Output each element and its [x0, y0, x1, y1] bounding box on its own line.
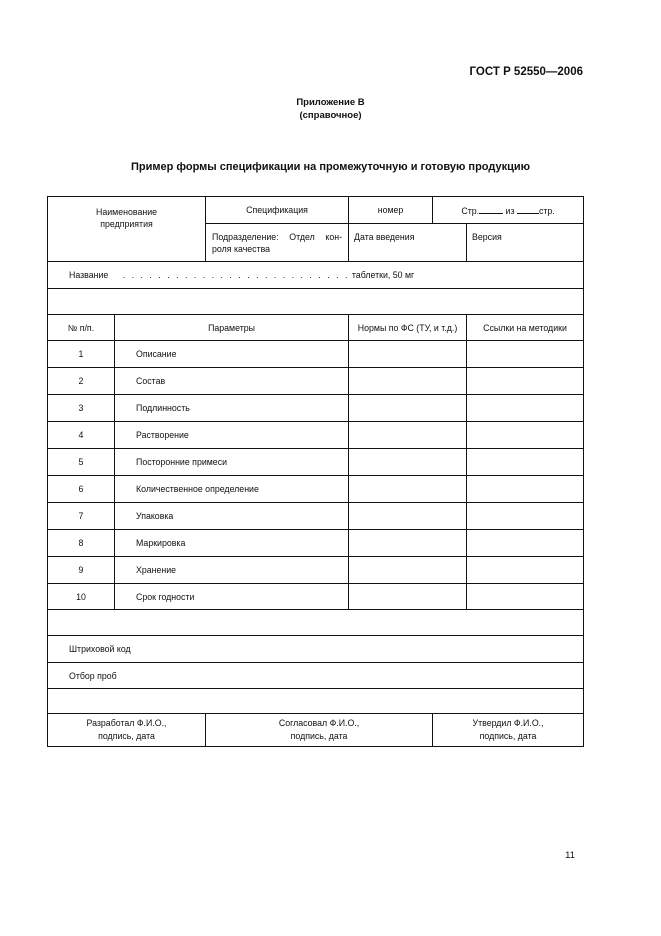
agreed-line2: подпись, дата	[290, 731, 348, 741]
page-prefix: Стр.	[461, 206, 480, 216]
product-name-row	[48, 262, 584, 289]
param-method-cell[interactable]	[467, 395, 584, 422]
col-params-header: Параметры	[115, 315, 349, 341]
table-row	[48, 557, 584, 584]
empty-row	[48, 289, 584, 315]
table-row	[48, 476, 584, 503]
param-num: 6	[48, 476, 115, 503]
total-pages-blank[interactable]	[517, 204, 539, 214]
param-method-cell[interactable]	[467, 530, 584, 557]
param-name: Состав	[115, 368, 349, 395]
document-title: Пример формы спецификации на промежуточную и готовую продукцию	[130, 161, 531, 173]
param-norm-cell[interactable]	[349, 557, 467, 584]
table-row	[48, 584, 584, 610]
param-name: Описание	[115, 341, 349, 368]
page-count-cell	[433, 197, 584, 224]
param-method-cell[interactable]	[467, 476, 584, 503]
param-num: 4	[48, 422, 115, 449]
param-norm-cell[interactable]	[349, 476, 467, 503]
param-norm-cell[interactable]	[349, 503, 467, 530]
developed-line1: Разработал Ф.И.О.,	[86, 718, 167, 728]
param-norm-cell[interactable]	[349, 449, 467, 476]
param-method-cell[interactable]	[467, 422, 584, 449]
org-name-cell	[48, 197, 206, 262]
name-label: Название	[69, 270, 109, 280]
param-name: Хранение	[115, 557, 349, 584]
param-num: 1	[48, 341, 115, 368]
param-method-cell[interactable]	[467, 584, 584, 610]
param-norm-cell[interactable]	[349, 584, 467, 610]
appendix-title: Приложение В	[296, 97, 365, 108]
param-norm-cell[interactable]	[349, 395, 467, 422]
param-num: 7	[48, 503, 115, 530]
intro-date-label: Дата введения	[349, 224, 467, 262]
approved-line2: подпись, дата	[479, 731, 537, 741]
param-name: Количественное определение	[115, 476, 349, 503]
page-of: из	[505, 206, 515, 216]
param-norm-cell[interactable]	[349, 341, 467, 368]
param-num: 8	[48, 530, 115, 557]
empty-row	[48, 689, 584, 714]
table-row	[48, 341, 584, 368]
param-norm-cell[interactable]	[349, 422, 467, 449]
param-name: Подлинность	[115, 395, 349, 422]
param-name: Маркировка	[115, 530, 349, 557]
sampling-label: Отбор проб	[48, 663, 584, 689]
param-num: 2	[48, 368, 115, 395]
number-label: номер	[349, 197, 433, 224]
param-norm-cell[interactable]	[349, 368, 467, 395]
name-value: таблетки, 50 мг	[351, 270, 415, 280]
standard-code: ГОСТ Р 52550—2006	[469, 66, 583, 78]
page-blank[interactable]	[479, 204, 503, 214]
name-dots: . . . . . . . . . . . . . . . . . . . . . . . . . .	[122, 270, 350, 280]
appendix-heading	[0, 96, 661, 122]
table-row	[48, 395, 584, 422]
subdivision-line2: роля качества	[212, 243, 271, 254]
param-method-cell[interactable]	[467, 557, 584, 584]
param-num: 9	[48, 557, 115, 584]
specification-form	[47, 196, 584, 747]
agreed-by-cell	[206, 714, 433, 747]
param-num: 3	[48, 395, 115, 422]
param-method-cell[interactable]	[467, 368, 584, 395]
developed-by-cell	[48, 714, 206, 747]
col-num-header: № п/п.	[48, 315, 115, 341]
page-suffix: стр.	[538, 206, 555, 216]
table-row	[48, 422, 584, 449]
param-name: Упаковка	[115, 503, 349, 530]
org-label-line2: предприятия	[100, 219, 153, 229]
approved-by-cell	[433, 714, 584, 747]
param-norm-cell[interactable]	[349, 530, 467, 557]
table-row	[48, 449, 584, 476]
param-method-cell[interactable]	[467, 341, 584, 368]
table-row	[48, 530, 584, 557]
col-methods-header: Ссылки на методики	[467, 315, 584, 341]
param-num: 10	[48, 584, 115, 610]
page-number: 11	[565, 850, 575, 861]
developed-line2: подпись, дата	[98, 731, 155, 741]
param-num: 5	[48, 449, 115, 476]
col-norms-header: Нормы по ФС (ТУ, и т.д.)	[349, 315, 467, 341]
approved-line1: Утвердил Ф.И.О.,	[472, 718, 544, 728]
subdivision-line1: Подразделение: Отдел кон-	[212, 231, 343, 242]
subdivision-cell	[206, 224, 349, 262]
empty-row	[48, 610, 584, 636]
param-method-cell[interactable]	[467, 503, 584, 530]
param-name: Растворение	[115, 422, 349, 449]
table-row	[48, 503, 584, 530]
param-name: Посторонние примеси	[115, 449, 349, 476]
appendix-note: (справочное)	[299, 110, 362, 121]
org-label-line1: Наименование	[96, 207, 157, 217]
table-row	[48, 368, 584, 395]
agreed-line1: Согласовал Ф.И.О.,	[278, 718, 360, 728]
spec-label: Спецификация	[206, 197, 349, 224]
param-method-cell[interactable]	[467, 449, 584, 476]
version-label: Версия	[467, 224, 584, 262]
param-name: Срок годности	[115, 584, 349, 610]
barcode-label: Штриховой код	[48, 636, 584, 663]
